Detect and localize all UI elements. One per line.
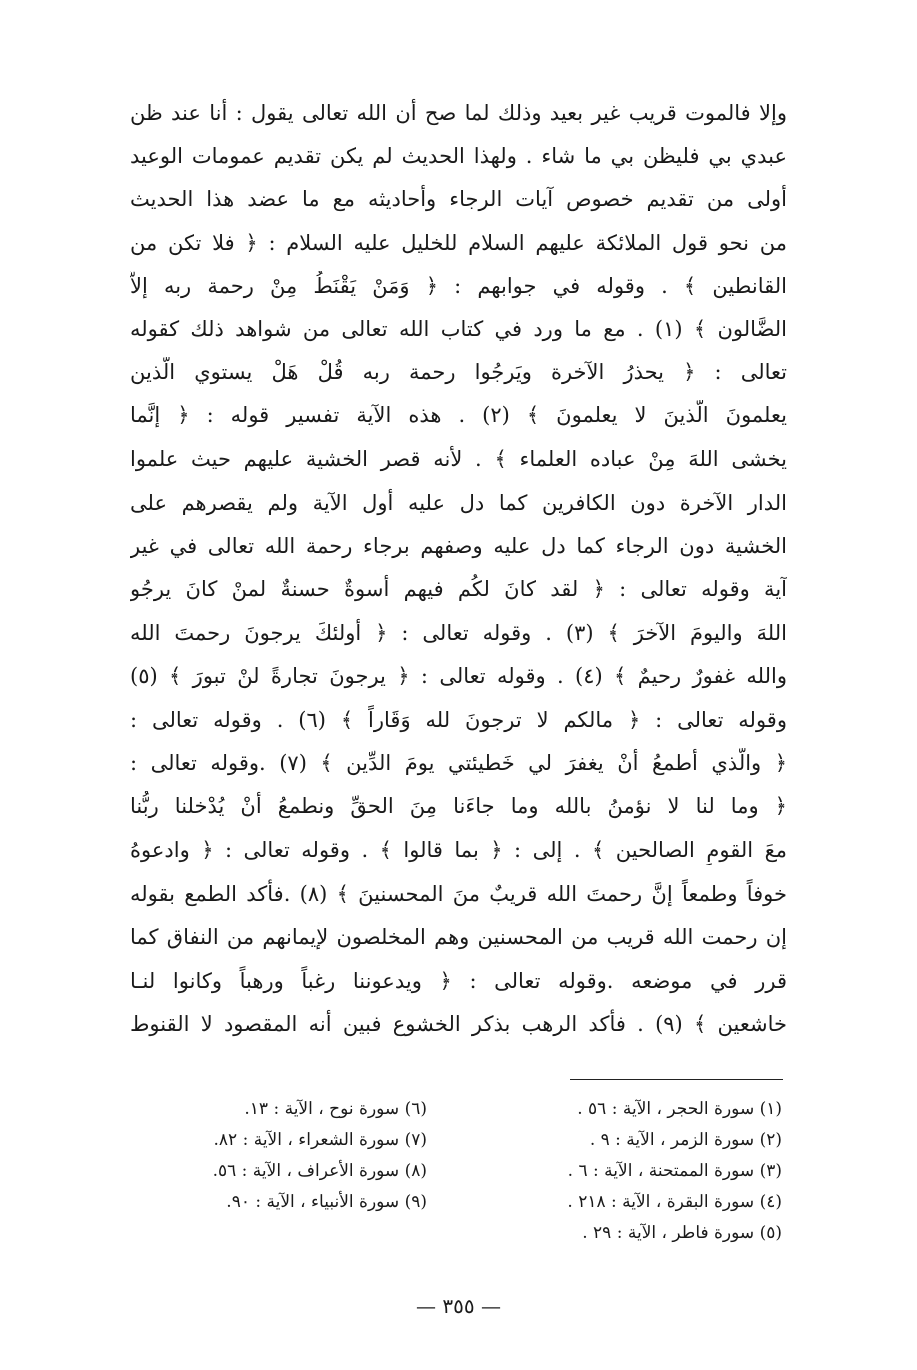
- body-line: والله غفورٌ رحيمٌ ﴾ (٤) . وقوله تعالى : ﴿ يرجونَ تجارةً لنْ تبورَ ﴾ (٥): [130, 664, 787, 688]
- body-line: آية وقوله تعالى : ﴿ لقد كانَ لكُم فيهم أسوةٌ حسنةٌ لمنْ كانَ يرجُو: [130, 577, 787, 601]
- body-line: تعالى : ﴿ يحذرُ الآخرة ويَرجُوا رحمة ربه قُلْ هَلْ يستوي الَّذين: [130, 360, 787, 384]
- body-line: القانطين ﴾ . وقوله في جوابهم : ﴿ وَمَنْ يَقْنَطُ مِنْ رحمة ربه إلاَّ: [130, 274, 787, 298]
- footnote: (٤) سورة البقرة ، الآية : ٢١٨ .: [567, 1192, 782, 1212]
- body-line: إن رحمت الله قريب من المحسنين وهم المخلصون لإيمانهم من النفاق كما: [130, 925, 787, 949]
- footnote: (٧) سورة الشعراء ، الآية : ٨٢.: [213, 1130, 427, 1150]
- footnote: (٦) سورة نوح ، الآية : ١٣.: [244, 1099, 427, 1119]
- body-line: أولى من تقديم خصوص آيات الرجاء وأحاديثه مع ما عضد هذا الحديث: [130, 187, 787, 211]
- footnote: (٣) سورة الممتحنة ، الآية : ٦ .: [567, 1161, 782, 1181]
- body-line: ﴿ والَّذي أطمعُ أنْ يغفرَ لي خَطيئتي يومَ الدِّين ﴾ (٧) .وقوله تعالى :: [130, 751, 787, 775]
- page-number: — ٣٥٥ —: [416, 1294, 501, 1318]
- body-line: الدار الآخرة دون الكافرين كما دل عليه أول الآية ولم يقصرهم على: [130, 491, 787, 515]
- body-line: من نحو قول الملائكة عليهم السلام للخليل عليه السلام : ﴿ فلا تكن من: [130, 231, 787, 255]
- footnote: (١) سورة الحجر ، الآية : ٥٦ .: [577, 1099, 782, 1119]
- body-line: عبدي بي فليظن بي ما شاء . ولهذا الحديث لم يكن تقديم عمومات الوعيد: [130, 144, 787, 168]
- body-line: معَ القومِ الصالحين ﴾ . إلى : ﴿ بما قالوا ﴾ . وقوله تعالى : ﴿ وادعوهُ: [130, 838, 787, 862]
- body-line: وقوله تعالى : ﴿ مالكم لا ترجونَ لله وَقَاراً ﴾ (٦) . وقوله تعالى :: [130, 708, 787, 732]
- body-line: الضَّالون ﴾ (١) . مع ما ورد في كتاب الله تعالى من شواهد ذلك كقوله: [130, 317, 787, 341]
- footnote: (٥) سورة فاطر ، الآية : ٢٩ .: [582, 1223, 782, 1243]
- footnote-separator: [570, 1079, 783, 1080]
- body-line: وإلا فالموت قريب غير بعيد وذلك لما صح أن الله تعالى يقول : أنا عند ظن: [130, 101, 787, 125]
- footnote: (٩) سورة الأنبياء ، الآية : ٩٠.: [226, 1192, 427, 1212]
- body-line: قرر في موضعه .وقوله تعالى : ﴿ ويدعوننا رغباً ورهباً وكانوا لنـا: [130, 969, 787, 993]
- body-line: اللهَ واليومَ الآخرَ ﴾ (٣) . وقوله تعالى : ﴿ أولئكَ يرجونَ رحمتَ الله: [130, 621, 787, 645]
- body-line: ﴿ وما لنا لا نؤمنُ بالله وما جاءَنا مِنَ الحقِّ ونطمعُ أنْ يُدْخلنا ربُّنا: [130, 794, 787, 818]
- body-line: يخشى اللهَ مِنْ عباده العلماء ﴾ . لأنه قصر الخشية عليهم حيث علموا: [130, 447, 787, 471]
- footnote: (٨) سورة الأعراف ، الآية : ٥٦.: [212, 1161, 427, 1181]
- body-line: خاشعين ﴾ (٩) . فأكد الرهب بذكر الخشوع فبين أنه المقصود لا القنوط: [130, 1012, 787, 1036]
- body-line: الخشية دون الرجاء كما دل عليه وصفهم برجاء رحمة الله تعالى في غير: [130, 534, 787, 558]
- body-line: يعلمونَ الَّذينَ لا يعلمونَ ﴾ (٢) . هذه الآية تفسير قوله : ﴿ إنَّما: [130, 403, 787, 427]
- footnote: (٢) سورة الزمر ، الآية : ٩ .: [589, 1130, 782, 1150]
- body-line: خوفاً وطمعاً إنَّ رحمتَ الله قريبٌ منَ المحسنينَ ﴾ (٨) .فأكد الطمع بقوله: [130, 882, 787, 906]
